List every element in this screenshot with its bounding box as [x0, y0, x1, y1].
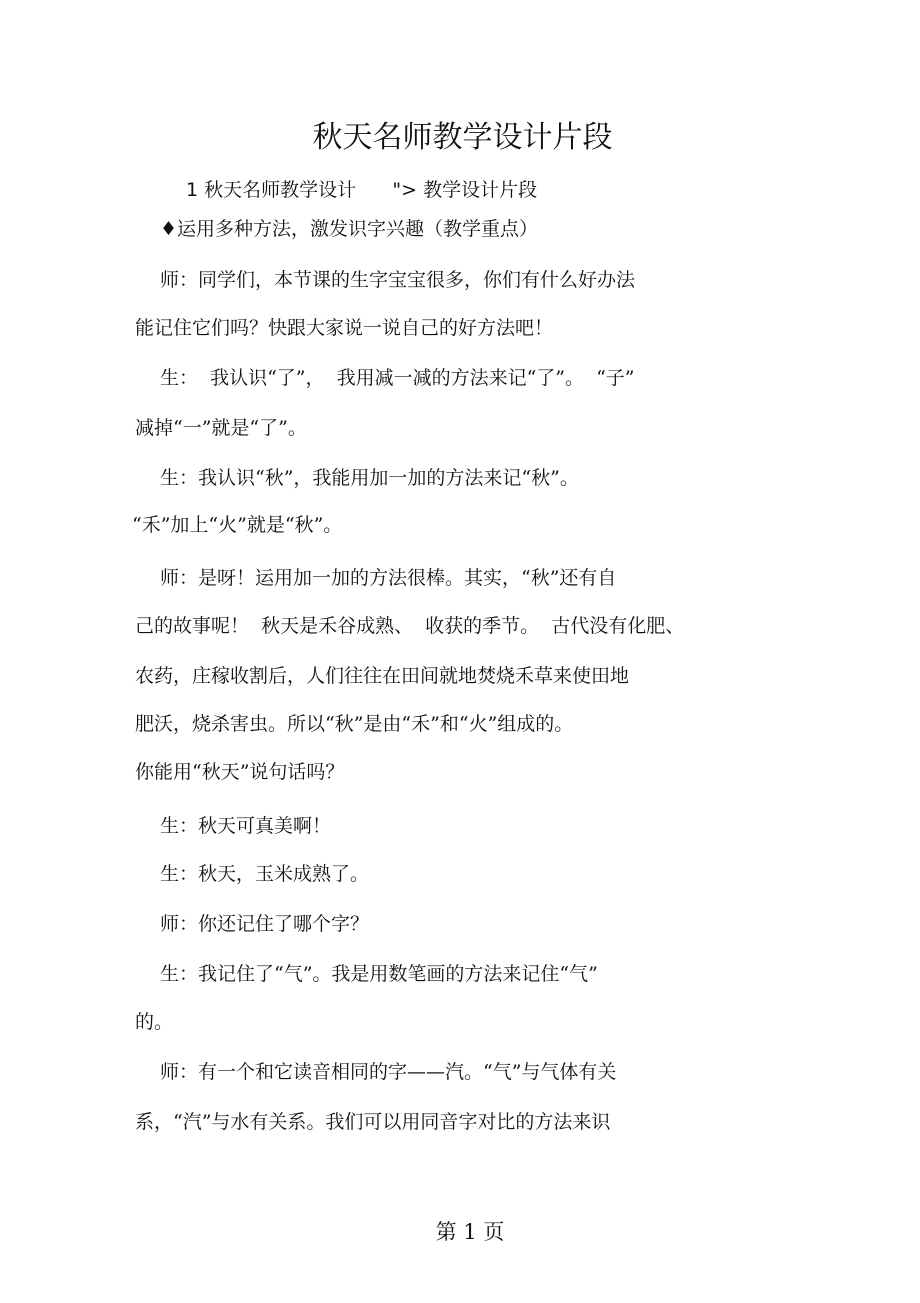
text-line: 生：我记住了“气”。我是用数笔画的方法来记住“气” — [160, 963, 598, 985]
text-line: 己的故事呢！ 秋天是禾谷成熟、 收获的季节。 古代没有化肥、 — [135, 615, 685, 637]
text-line: “禾”加上“火”就是“秋”。 — [132, 514, 343, 536]
page-number: 第 1 页 — [435, 1220, 505, 1244]
text-line: 师：有一个和它读音相同的字——汽。“气”与气体有关 — [160, 1061, 617, 1083]
text-line: 生：我认识“秋”，我能用加一加的方法来记“秋”。 — [160, 467, 579, 489]
text-line: 能记住它们吗？快跟大家说一说自己的好方法吧！ — [135, 317, 554, 339]
text-line: 你能用“秋天”说句话吗？ — [135, 761, 345, 783]
text-line: 的。 — [135, 1011, 174, 1033]
text-line: 减掉“一”就是“了”。 — [135, 417, 307, 439]
text-line: 师：是呀！运用加一加的方法很棒。其实，“秋”还有自 — [160, 567, 617, 589]
text-line: 农药，庄稼收割后，人们往往在田间就地焚烧禾草来使田地 — [135, 665, 630, 687]
text-line: 师：同学们，本节课的生字宝宝很多，你们有什么好办法 — [160, 269, 636, 291]
section-heading: ♦运用多种方法，激发识字兴趣（教学重点） — [160, 218, 539, 240]
text-line: 生： 我认识“了”， 我用减一减的方法来记“了”。 “子” — [160, 367, 635, 389]
text-line: 系，“汽”与水有关系。我们可以用同音字对比的方法来识 — [135, 1111, 611, 1133]
text-line: 生：秋天可真美啊！ — [160, 815, 332, 837]
text-line: 师：你还记住了哪个字？ — [160, 913, 370, 935]
text-line: 肥沃，烧杀害虫。所以“秋”是由“禾”和“火”组成的。 — [135, 713, 574, 735]
document-subtitle: 1 秋天名师教学设计 "> 教学设计片段 — [186, 179, 538, 201]
text-line: 生：秋天，玉米成熟了。 — [160, 863, 370, 885]
document-title: 秋天名师教学设计片段 — [312, 120, 613, 155]
